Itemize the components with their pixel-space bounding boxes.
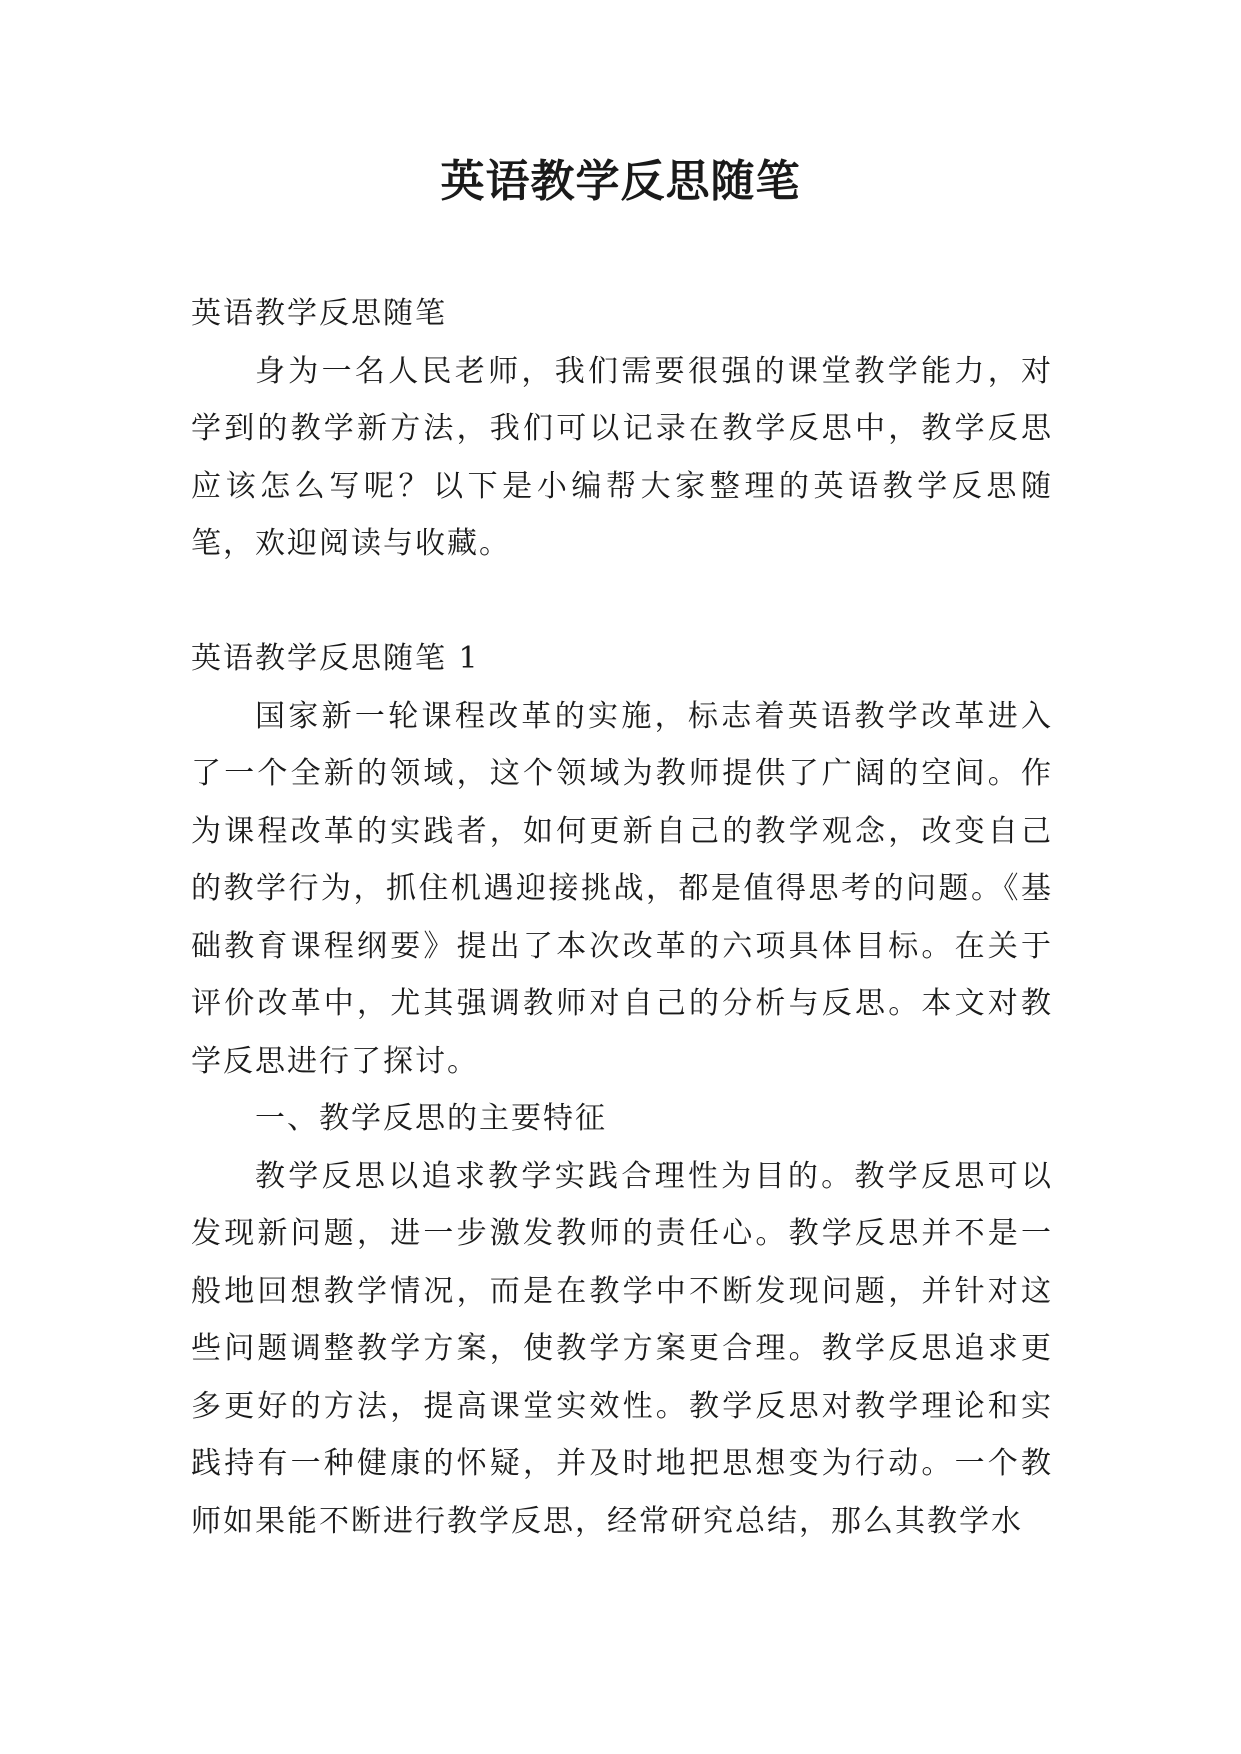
document-title: 英语教学反思随笔	[440, 156, 801, 207]
document-body	[191, 285, 1053, 1550]
subheading: 一、教学反思的主要特征	[255, 1101, 607, 1136]
section-heading: 英语教学反思随笔 1	[191, 641, 480, 676]
intro-paragraph: 身为一名人民老师，我们需要很强的课堂教学能力，对学到的教学新方法，我们可以记录在教学反思中，教学反思应该怎么写呢？以下是小编帮大家整理的英语教学反思随笔，欢迎阅读与收藏。	[191, 353, 1053, 561]
subtitle-line: 英语教学反思随笔	[191, 296, 447, 331]
section-paragraph: 国家新一轮课程改革的实施，标志着英语教学改革进入了一个全新的领域，这个领域为教师提供了广阔的空间。作为课程改革的实践者，如何更新自己的教学观念，改变自己的教学行为，抓住机遇迎接挑战，都是值得思考的问题。《基础教育课程纲要》提出了本次改革的六项具体目标。在关于评价改革中，尤其强调教师对自己的分析与反思。本文对教学反思进行了探讨。	[191, 698, 1053, 1079]
section-paragraph-2: 教学反思以追求教学实践合理性为目的。教学反思可以发现新问题，进一步激发教师的责任心。教学反思并不是一般地回想教学情况，而是在教学中不断发现问题，并针对这些问题调整教学方案，使教学方案更合理。教学反思追求更多更好的方法，提高课堂实效性。教学反思对教学理论和实践持有一种健康的怀疑，并及时地把思想变为行动。一个教师如果能不断进行教学反思，经常研究总结，那么其教学水	[191, 1158, 1053, 1539]
paragraph-gap	[191, 573, 1053, 631]
